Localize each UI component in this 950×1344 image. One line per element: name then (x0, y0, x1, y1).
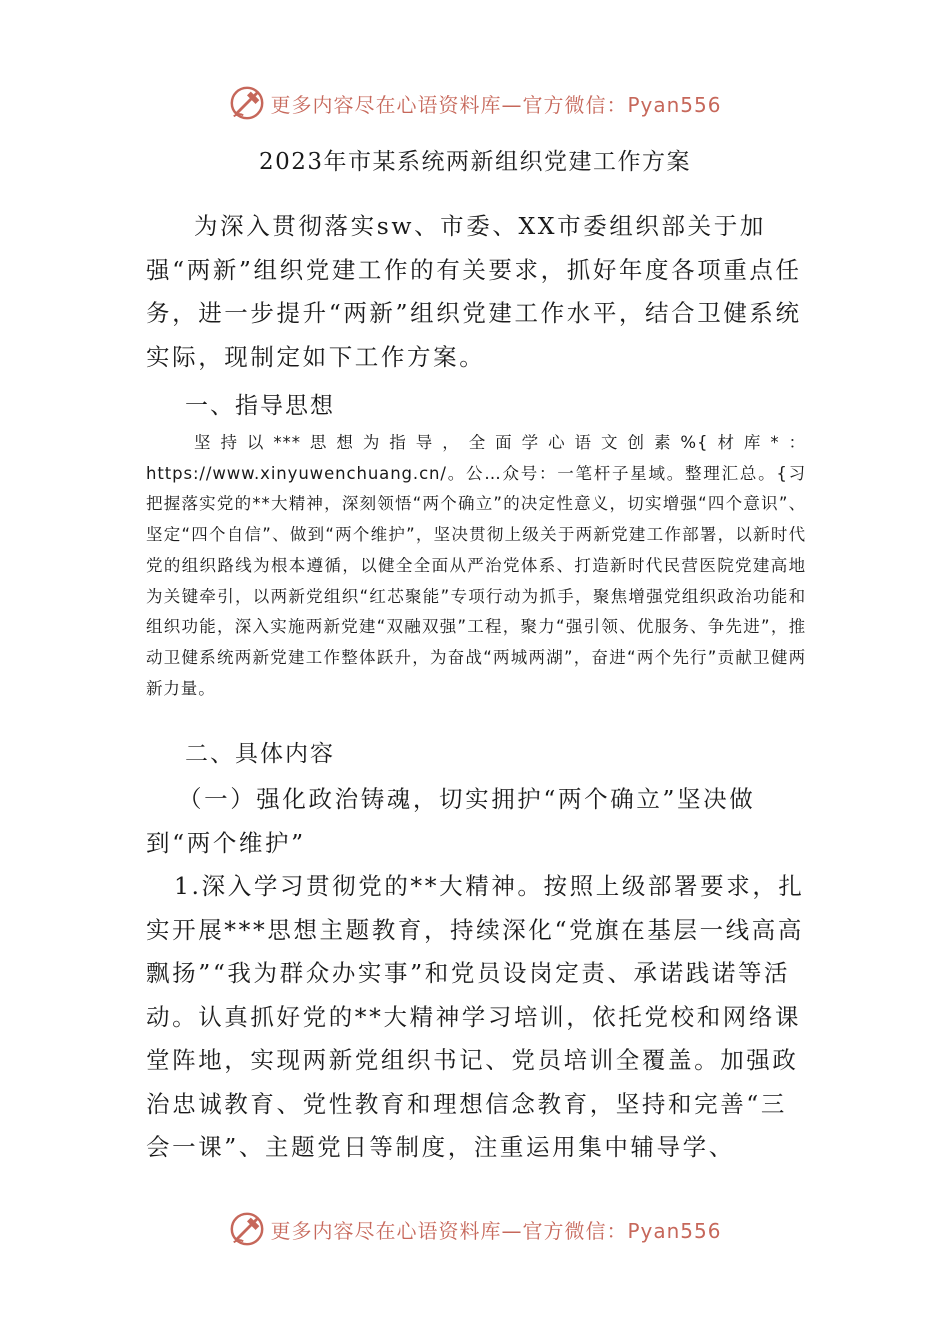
pen-circle-logo-icon (228, 84, 266, 122)
watermark-header (0, 83, 950, 123)
section-heading-guiding-thought: 一、指导思想 (185, 393, 335, 419)
intro-paragraph: 为深入贯彻落实sw、市委、XX市委组织部关于加强“两新”组织党建工作的有关要求，抓好年度各项重点任务，进一步提升“两新”组织党建工作水平，结合卫健系统实际，现制定如下工作方案。 (146, 212, 802, 371)
document-title: 2023年市某系统两新组织党建工作方案 (258, 149, 692, 175)
pen-circle-logo-icon (228, 1210, 266, 1248)
section-heading-specific-content: 二、具体内容 (185, 741, 335, 767)
item-1-paragraph: 1.深入学习贯彻党的**大精神。按照上级部署要求，扎实开展***思想主题教育，持续深化“党旗在基层一线高高飘扬”“我为群众办实事”和党员设岗定责、承诺践诺等活动。认真抓好党的**大精神学习培训，依托党校和网络课堂阵地，实现两新党组织书记、党员培训全覆盖。加强政治忠诚教育、党性教育和理想信念教育，坚持和完善“三会一课”、主题党日等制度，注重运用集中辅导学、 (146, 872, 805, 1161)
watermark-text: 更多内容尽在心语资料库—官方微信：Pyan556 (270, 92, 722, 117)
watermark-text: 更多内容尽在心语资料库—官方微信：Pyan556 (270, 1218, 722, 1243)
guiding-thought-paragraph: 坚持以***思想为指导，全面学心语文创素%{材库*：https://www.xinyuwenchuang.cn/。公…众号：一笔杆子星域。整理汇总。{习把握落实党的**大精神，深刻领悟“两个确立”的决定性意义，切实增强“四个意识”、坚定“四个自信”、做到“两个维护”，坚决贯彻上级关于两新党建工作部署，以新时代党的组织路线为根本遵循，以健全全面从严治党体系、打造新时代民营医院党建高地为关键牵引，以两新党组织“红芯聚能”专项行动为抓手，聚焦增强党组织政治功能和组织功能，深入实施两新党建“双融双强”工程，聚力“强引领、优服务、争先进”，推动卫健系统两新党建工作整体跃升，为奋战“两城两湖”，奋进“两个先行”贡献卫健两新力量。 (146, 433, 806, 698)
watermark-footer (0, 1209, 950, 1249)
subsection-heading-political: （一）强化政治铸魂，切实拥护“两个确立”坚决做到“两个维护” (146, 785, 756, 857)
